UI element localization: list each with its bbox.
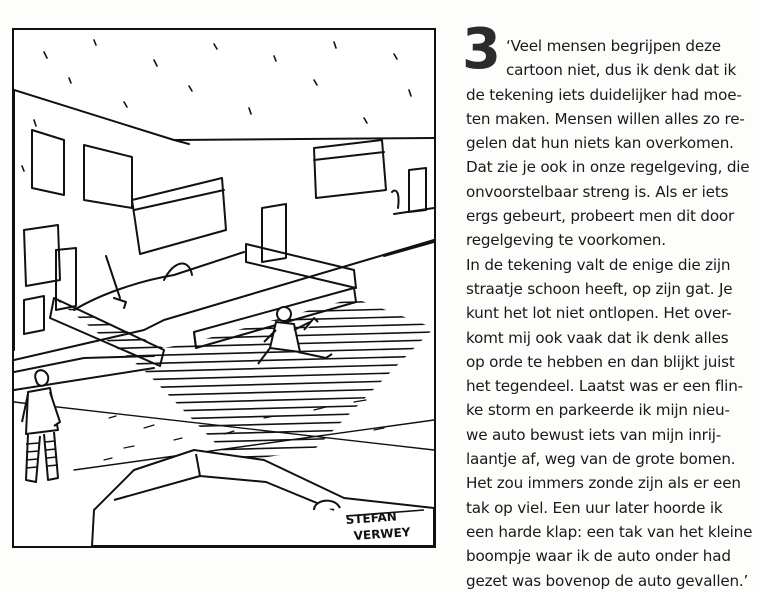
text-line: de tekening iets duidelijker had moe-: [466, 85, 742, 104]
text-line: In de tekening valt de enige die zijn: [466, 255, 731, 274]
article-text: [466, 34, 758, 593]
text-line: Dat zie je ook in onze regelgeving, die: [466, 158, 750, 177]
text-line: op orde te hebben en dan blijkt juist: [466, 352, 735, 371]
cartoon-drawing: [14, 30, 434, 546]
text-line: komt mij ook vaak dat ik denk alles: [466, 328, 729, 347]
text-line: ‘Veel mensen begrijpen deze: [506, 37, 721, 55]
text-line: Het zou immers zonde zijn als er een: [466, 474, 741, 493]
text-line: boompje waar ik de auto onder had: [466, 547, 731, 566]
signature-line1: STEFAN: [345, 509, 398, 527]
text-line: cartoon niet, dus ik denk dat ik: [506, 61, 737, 80]
article-number: 3: [462, 17, 501, 82]
cartoon-illustration: [12, 28, 436, 548]
text-line: straatje schoon heeft, op zijn gat. Je: [466, 279, 733, 298]
text-line: kunt het lot niet ontlopen. Het over-: [466, 304, 732, 323]
text-line: gelen dat hun niets kan overkomen.: [466, 134, 734, 153]
snowflakes: [22, 40, 411, 171]
text-line: ke storm en parkeerde ik mijn nieu-: [466, 401, 730, 420]
windows: [24, 130, 386, 334]
signature-line2: VERWEY: [353, 525, 411, 543]
text-line: laantje af, weg van de grote bomen.: [466, 450, 736, 469]
text-line: het tegendeel. Laatst was er een flin-: [466, 377, 743, 396]
text-line: onvoorstelbaar streng is. Als er iets: [466, 182, 729, 201]
text-line: gezet was bovenop de auto gevallen.’: [466, 571, 749, 590]
text-line: we auto bewust iets van mijn inrij-: [466, 425, 722, 444]
text-line: ergs gebeurt, probeert men dit door: [466, 207, 735, 226]
text-line: ten maken. Mensen willen alles zo re-: [466, 109, 745, 128]
text-line: tak op viel. Een uur later hoorde ik: [466, 498, 723, 517]
text-line: een harde klap: een tak van het kleine: [466, 522, 753, 541]
doors: [56, 168, 426, 310]
text-line: regelgeving te voorkomen.: [466, 231, 666, 250]
